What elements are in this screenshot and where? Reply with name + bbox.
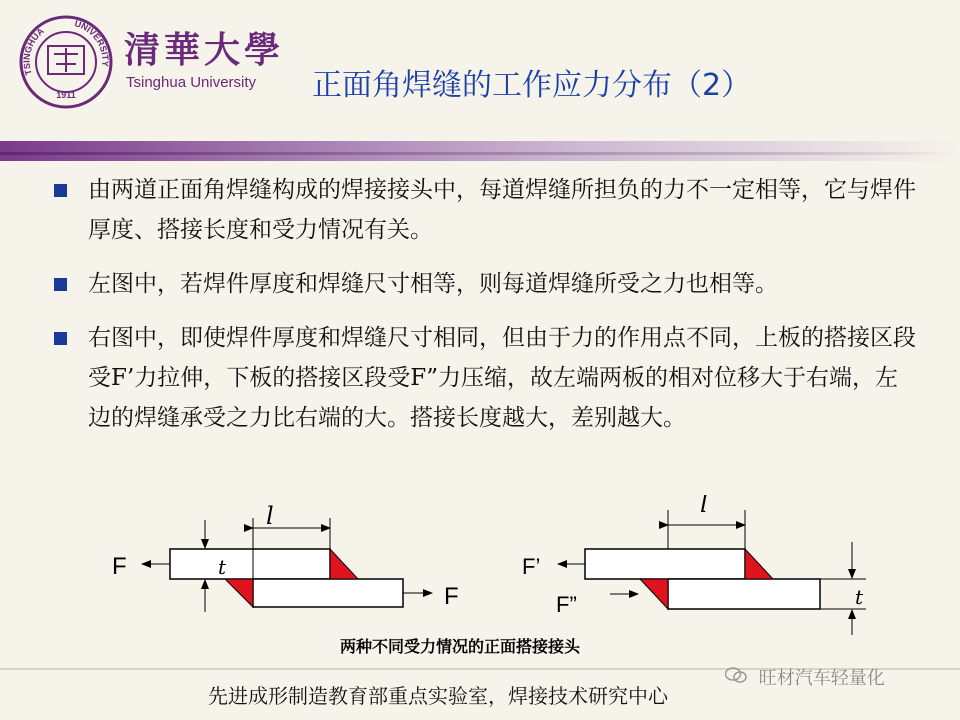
slide-title: 正面角焊缝的工作应力分布（2） <box>312 68 752 103</box>
left-joint <box>112 502 459 612</box>
weld-left-a <box>330 549 358 579</box>
svg-text:l: l <box>266 502 274 530</box>
header-band <box>0 141 960 161</box>
weld-right-b <box>640 579 668 609</box>
svg-text:F”: F” <box>556 592 577 617</box>
bullet-text: 右图中，即使焊件厚度和焊缝尺寸相同，但由于力的作用点不同，上板的搭接区段受F’力拉伸，下板的搭接区段受F”力压缩，故左端两板的相对位移大于右端，左边的焊缝承受之力比右端的大。搭接长度越大，差别越大。 <box>88 325 916 431</box>
svg-text:F: F <box>444 583 459 610</box>
university-name-cn: 清華大學 <box>124 29 285 71</box>
lap-joint-diagram <box>0 495 960 635</box>
footer-text: 先进成形制造教育部重点实验室，焊接技术研究中心 <box>208 684 668 708</box>
weld-right-a <box>745 549 773 579</box>
svg-text:TSINGHUA: TSINGHUA <box>21 25 46 77</box>
svg-text:UNIVERSITY: UNIVERSITY <box>73 18 111 68</box>
bullet-square-icon <box>54 332 67 345</box>
weld-left-b <box>225 579 253 607</box>
bullet-text: 左图中，若焊件厚度和焊缝尺寸相等，则每道焊缝所受之力也相等。 <box>88 271 778 297</box>
header-divider <box>0 152 960 155</box>
bullet-list <box>40 170 920 452</box>
bullet-item <box>40 264 920 304</box>
bullet-text: 由两道正面角焊缝构成的焊接接头中，每道焊缝所担负的力不一定相等，它与焊件厚度、搭接长度和受力情况有关。 <box>88 177 916 243</box>
bullet-item <box>40 170 920 250</box>
university-logo <box>18 14 285 114</box>
svg-text:F’: F’ <box>522 554 541 579</box>
svg-text:l: l <box>700 495 708 518</box>
diagram-caption: 两种不同受力情况的正面搭接接头 <box>340 637 581 656</box>
university-name-en: Tsinghua University <box>126 74 257 91</box>
wechat-watermark <box>725 664 885 690</box>
bullet-square-icon <box>54 278 67 291</box>
watermark-text: 旺材汽车轻量化 <box>758 668 885 689</box>
university-seal-icon <box>18 14 114 110</box>
svg-text:1911: 1911 <box>56 90 76 100</box>
bullet-item <box>40 318 920 438</box>
svg-text:t: t <box>855 585 864 609</box>
svg-text:F: F <box>112 553 127 580</box>
bullet-square-icon <box>54 184 67 197</box>
svg-text:t: t <box>218 555 227 579</box>
right-joint <box>522 495 866 635</box>
wechat-icon <box>725 666 747 689</box>
